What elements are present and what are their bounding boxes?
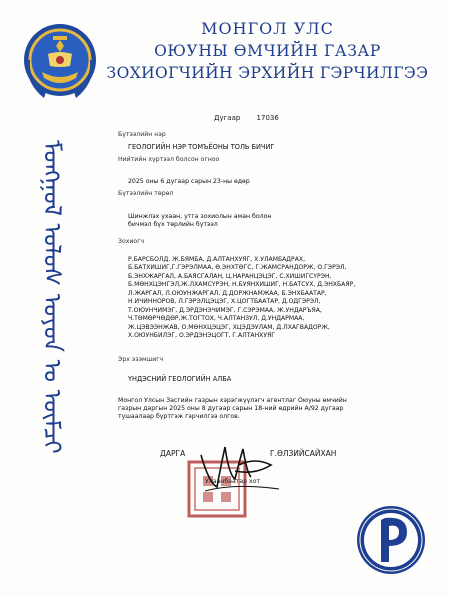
published-label: Нийтийн хүртээл болсон огноо <box>118 156 220 163</box>
signer-title: ДАРГА <box>160 449 186 458</box>
published-date: 2025 оны 6 дугаар сарын 23-ны өдөр <box>128 178 250 185</box>
header-agency: ОЮУНЫ ӨМЧИЙН ГАЗАР <box>154 42 381 60</box>
type-label: Бүтээлийн төрөл <box>118 190 174 197</box>
type-line1: Шинжлэх ухаан, утга зохиолын аман болон <box>128 213 272 220</box>
owner-name: ҮНДЭСНИЙ ГЕОЛОГИЙН АЛБА <box>128 375 232 383</box>
certificate-header <box>100 18 435 84</box>
decree-line1: Монгол Улсын Засгийн газрын хэрэгжүүлэгч агентлаг Оюуны өмчийн <box>118 397 347 404</box>
mongolian-script-text: ᠮᠣᠩᠭᠣᠯ ᠤᠯᠤᠰ ᠣᠶᠤᠨ ᠤ ᠥᠮᠴᠢ <box>38 140 66 454</box>
decree-line3: тушаалаар бүртгэж гэрчилгээ олгов. <box>118 413 240 420</box>
signer-name: Г.ӨЛЗИЙСАЙХАН <box>270 449 337 458</box>
work-name: ГЕОЛОГИЙН НЭР ТОМЪЁОНЫ ТОЛЬ БИЧИГ <box>128 143 275 151</box>
work-name-label: Бүтээлийн нэр <box>118 131 166 138</box>
authors-label: Зохиогч <box>118 238 145 245</box>
header-country: МОНГОЛ УЛС <box>201 19 334 38</box>
header-title: ЗОХИОГЧИЙН ЭРХИЙН ГЭРЧИЛГЭЭ <box>106 64 429 82</box>
type-line2: бичмэл бүх төрлийн бүтээл <box>128 221 218 228</box>
decree-line2: газрын даргын 2025 оны 8 дугаар сарын 18-ний өдрийн А/92 дугаар <box>118 405 344 412</box>
authors-list: Р.БАРСБОЛД, Ж.БЯМБА, Д.АЛТАНХУЯГ, Х.УЛАМБАДРАХ, Б.БАТХИШИГ,Г.ГЭРЭЛМАА, Ө.ЭНХТӨГС, Г.ЖАМСРАНДОРЖ, О.ГЭРЭЛ, Б.ЭНХЖАРГАЛ, А.БАЯСГАЛАН, Ц.НАРАНЦЭЦЭГ, С.ХИШИГСҮРЭН, Б.МӨНХЦЭНГЭЛ,Ж.ЛХАМСҮРЭН, Н.БУЯНХИШИГ, Н.БАТСУХ, Д.ЭНХБАЯР, Л.ЖАРГАЛ, Л.ОЮУНЖАРГАЛ, Д.ДОРЖНАМЖАА, Б.ЭНХБААТАР, Н.ИЧИННОРОВ, Л.ГЭРЭЛЦЭЦЭГ, Х.ЦОГТБААТАР, Д.ОДГЭРЭЛ, Т.ОЮУНЧИМЭГ, Д.ЭРДЭНЭЧИМЭГ, Г.СЭРЭМАА, Ж.УНДАРЪЯА, Ч.ТӨМӨРЧӨДӨР,Ж.ТОГТОХ, Ч.АЛТАНЗУЛ, Д.УНДАРМАА, Ж.ЦЭВЭЭНЖАВ, О.МӨНХЦЭЦЭГ, ХЦЭДЭУЛАМ, Д.ЛХАГВАДОРЖ, Х.ОЮУНБИЛЭГ, О.ЭРДЭНЭЦОГТ, Г.АЛТАНХУЯГ <box>128 256 356 340</box>
number-label: Дугаар <box>214 114 241 122</box>
ip-office-seal-icon <box>355 500 427 578</box>
state-emblem-icon <box>22 20 98 102</box>
city-label: Улаанбаатар хот <box>205 478 261 485</box>
signature-icon <box>195 435 285 495</box>
owner-label: Эрх эзэмшигч <box>118 356 164 363</box>
number-value: 17036 <box>256 114 279 122</box>
registration-number <box>214 114 293 122</box>
